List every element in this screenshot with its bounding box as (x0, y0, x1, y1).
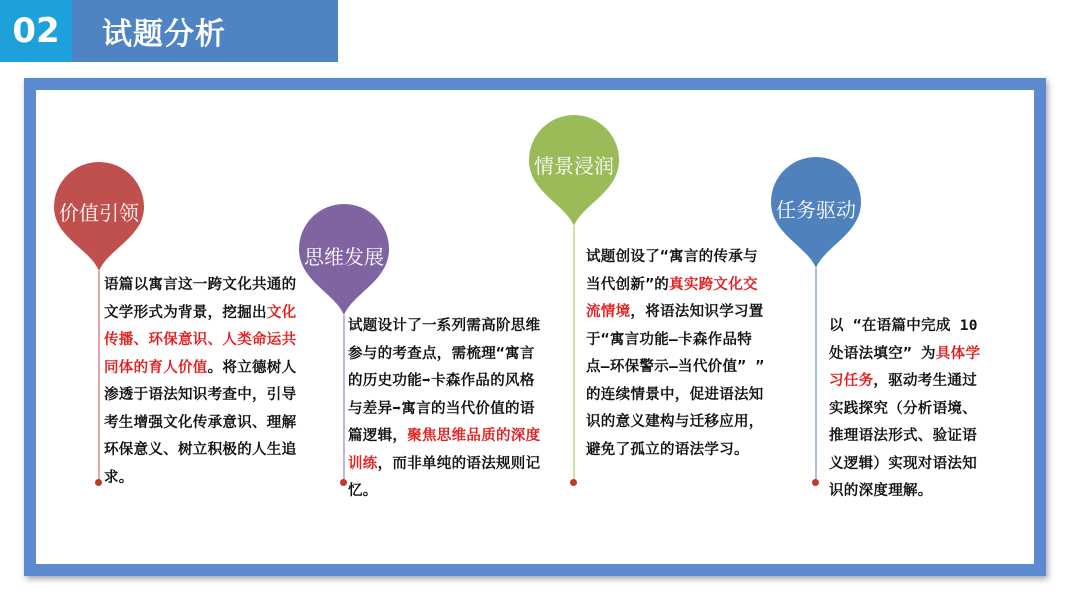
pin-text-situational-immersion: 试题创设了“寓言的传承与 当代创新”的真实跨文化交 流情境，将语法知识学习置 于“寓言功能—卡森作品特 点—环保警示—当代价值” ” 的连续情景中，促进语法知 识的意义建构与迁移应用， 避免了孤立的语法学习。 (586, 249, 765, 458)
pin-stem (343, 315, 345, 481)
pin-label: 任务驱动 (776, 198, 856, 222)
pin-anchor (570, 479, 577, 486)
pin-anchor (812, 479, 819, 486)
page-title: 试题分析 (72, 0, 338, 62)
pin-thinking-development (299, 205, 389, 315)
pin-stem (573, 226, 575, 481)
pin-anchor (95, 479, 102, 486)
pin-label: 情景浸润 (534, 154, 614, 178)
pin-task-driven (771, 158, 861, 270)
pin-text-value-guidance: 语篇以寓言这一跨文化共通的 文学形式为背景，挖掘出文化 传播、环保意识、人类命运共 同体的育人价值。将立德树人 渗透于语法知识考查中，引导 考生增强文化传承意识、理解 环保意义、树立积极的人生追 求。 (104, 277, 297, 486)
pin-label: 思维发展 (304, 245, 384, 269)
pin-label: 价值引领 (59, 201, 139, 225)
pin-anchor (340, 479, 347, 486)
pin-stem (98, 271, 100, 481)
pin-stem (815, 268, 817, 481)
pin-value-guidance (54, 163, 144, 273)
pin-text-task-driven: 以 “在语篇中完成 10 处语法填空” 为具体学 习任务，驱动考生通过 实践探究（分析语境、 推理语法形式、验证语 义逻辑）实现对语法知 识的深度理解。 (829, 318, 981, 499)
pin-situational-immersion (529, 116, 619, 228)
pin-text-thinking-development: 试题设计了一系列需高阶思维 参与的考查点，需梳理“寓言 的历史功能➡卡森作品的风格 与差异➡寓言的当代价值的语 篇逻辑，聚焦思维品质的深度 训练，而非单纯的语法规则记 忆。 (348, 318, 541, 499)
section-number: 02 (0, 0, 72, 62)
